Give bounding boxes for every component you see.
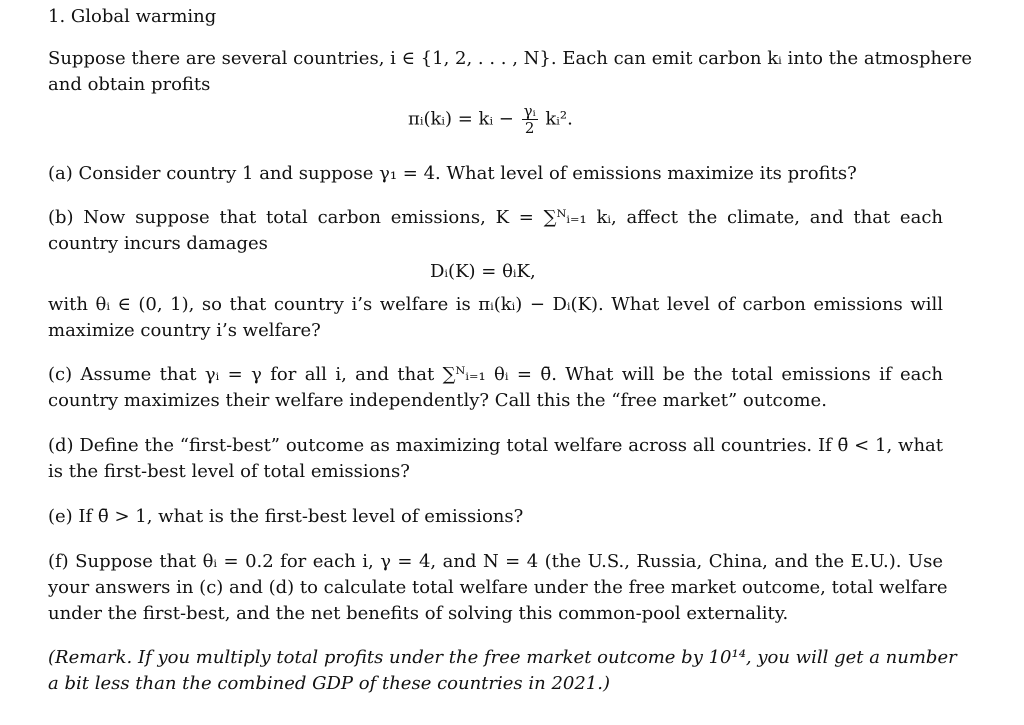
fraction-numerator: γᵢ — [523, 102, 536, 120]
profit-equation-lhs: πᵢ(kᵢ) = kᵢ − — [408, 108, 514, 130]
part-a-text: (a) Consider country 1 and suppose γ₁ = 4. What level of emissions maximize its profits? — [48, 163, 857, 184]
damage-equation: Dᵢ(K) = θᵢK, — [430, 261, 536, 282]
part-f-line-3: under the first-best, and the net benefits of solving this common-pool externality. — [48, 603, 789, 624]
part-d-line-2: is the first-best level of total emissions? — [48, 461, 410, 482]
problem-heading: 1. Global warming — [48, 6, 217, 27]
part-b-line-2: country incurs damages — [48, 233, 268, 254]
profit-equation-rhs: kᵢ². — [545, 108, 573, 130]
profit-equation — [408, 103, 573, 136]
fraction-denominator: 2 — [524, 119, 535, 137]
intro-line-2: and obtain profits — [48, 74, 211, 95]
part-f-line-2: your answers in (c) and (d) to calculate total welfare under the free market outcome, total welfare — [48, 577, 948, 598]
part-f-line-1: (f) Suppose that θᵢ = 0.2 for each i, γ = 4, and N = 4 (the U.S., Russia, China, and the E.U.). Use — [48, 551, 943, 572]
remark-line-2: a bit less than the combined GDP of these countries in 2021.) — [48, 673, 611, 694]
intro-line-1: Suppose there are several countries, i ∈ {1, 2, . . . , N}. Each can emit carbon kᵢ into the atmosphere — [48, 48, 972, 69]
part-c-line-1: (c) Assume that γᵢ = γ for all i, and that ∑ᴺᵢ₌₁ θᵢ = θ̄. What will be the total emissions if each — [48, 364, 943, 385]
profit-equation-fraction — [522, 103, 538, 136]
part-b-line-1: (b) Now suppose that total carbon emissions, K = ∑ᴺᵢ₌₁ kᵢ, affect the climate, and that each — [48, 207, 943, 228]
remark-line-1: (Remark. If you multiply total profits under the free market outcome by 10¹⁴, you will get a number — [48, 647, 957, 668]
part-b-line-3: with θᵢ ∈ (0, 1), so that country i’s welfare is πᵢ(kᵢ) − Dᵢ(K). What level of carbon emissions will — [48, 294, 943, 315]
part-c-line-2: country maximizes their welfare independently? Call this the “free market” outcome. — [48, 390, 827, 411]
part-d-line-1: (d) Define the “first-best” outcome as maximizing total welfare across all countries. If θ̄ < 1, what — [48, 435, 943, 456]
part-b-line-4: maximize country i’s welfare? — [48, 320, 321, 341]
part-e-text: (e) If θ̄ > 1, what is the first-best level of emissions? — [48, 506, 524, 527]
